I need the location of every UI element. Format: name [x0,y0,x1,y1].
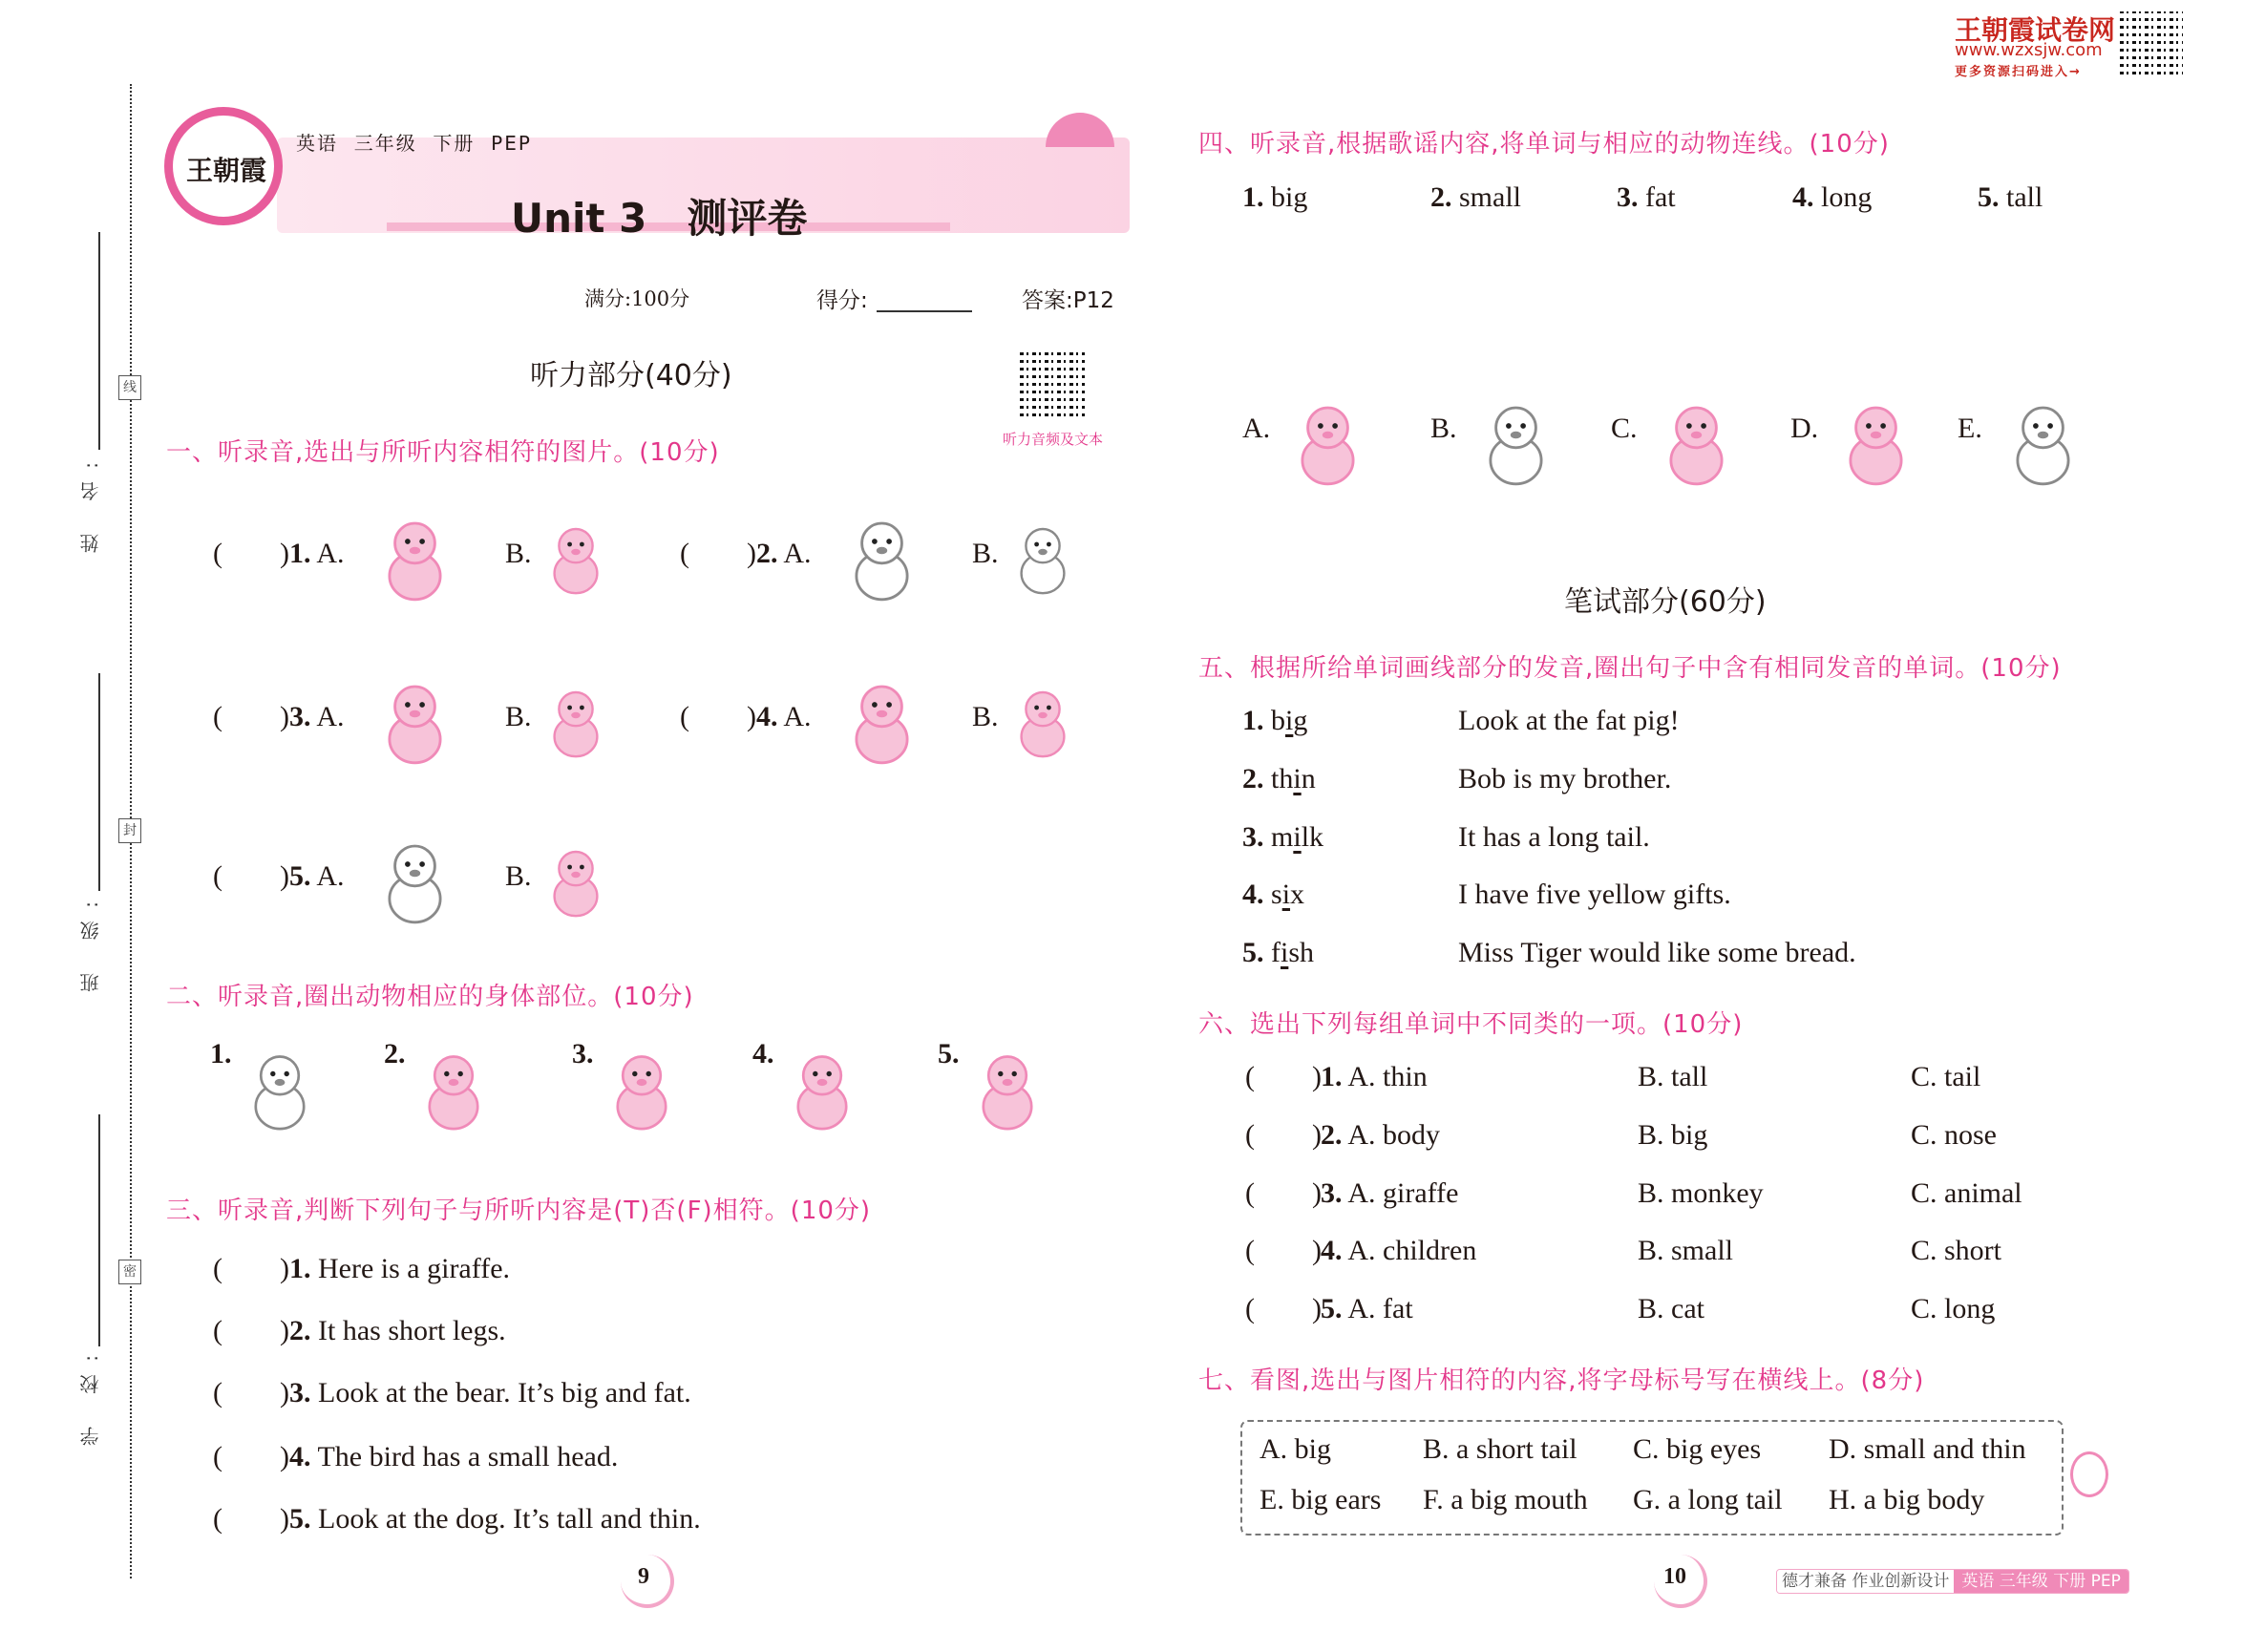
site-logo [1953,10,2191,78]
odd-one-answer-paren[interactable]: ( ) [1245,1119,1322,1151]
tf-answer-paren[interactable]: ( ) [213,1503,289,1535]
title-unit: Unit 3 [511,195,647,242]
statement: 2. It has short legs. [289,1315,506,1346]
cat-a-image [370,661,460,785]
page-number-right [1654,1555,1707,1608]
class-line [98,673,100,891]
name-label: 姓 名: [79,449,102,554]
option-a: 4. A. children [1321,1235,1477,1266]
school-line [98,1114,100,1346]
item-number: 5. [938,1038,960,1070]
seal-seal-box: 封 [118,818,141,843]
class-label: 班 级: [79,888,102,993]
audio-qr-code[interactable] [1020,349,1085,416]
description-option: F. a big mouth [1423,1484,1588,1515]
score-label: 得分: [816,288,868,313]
section5-title: 五、根据所给单词画线部分的发音,圈出句子中含有相同发音的单词。(10分) [1198,654,2062,683]
dog-face-image [1831,396,1921,492]
elephant-image [964,1036,1050,1146]
phonics-sentence: I have five yellow gifts. [1458,879,1731,910]
option-b-label: B. [505,538,532,569]
odd-one-answer-paren[interactable]: ( ) [1245,1177,1322,1209]
answer-paren[interactable]: ( ) [213,538,289,569]
phonics-sentence: It has a long tail. [1458,821,1650,853]
option-c: C. animal [1911,1177,2022,1209]
option-b: B. tall [1638,1061,1708,1092]
bird-b-image [1005,498,1081,622]
option-a: 1. A. thin [1321,1061,1428,1092]
subject-label: 英语 三年级 下册 PEP [296,132,532,155]
page-number-left [621,1555,674,1608]
qr-caption: 听力音频及文本 [1003,431,1104,448]
school-label: 学 校: [79,1342,102,1447]
rabbit-image [237,1036,323,1146]
option-b: B. cat [1638,1293,1704,1324]
bear-face-image [1651,396,1742,492]
animal-letter: B. [1430,413,1457,444]
bear-image [779,1036,865,1146]
cat-b-image [538,661,614,785]
question-number: 4. A. [756,701,812,732]
footer-series: 德才兼备 作业创新设计 [1777,1570,1954,1593]
option-b-label: B. [505,860,532,892]
option-b: B. small [1638,1235,1734,1266]
seal-line-box: 线 [118,375,141,400]
option-c: C. short [1911,1235,2002,1266]
phonics-sentence: Bob is my brother. [1458,763,1672,794]
odd-one-answer-paren[interactable]: ( ) [1245,1235,1322,1266]
item-number: 3. [572,1038,594,1070]
penguin-a-image [370,820,460,944]
description-option: C. big eyes [1633,1433,1762,1465]
cat-face-image [1998,396,2088,492]
page-number-right-text: 10 [1663,1564,1686,1589]
option-b-label: B. [505,701,532,732]
full-score: 满分:100分 [584,287,690,310]
title-cn: 测评卷 [687,195,808,242]
section2-title: 二、听录音,圈出动物相应的身体部位。(10分) [166,983,694,1011]
giraffe-a-image [836,661,927,785]
phonics-word: 2. thin [1242,763,1316,794]
tf-answer-paren[interactable]: ( ) [213,1441,289,1472]
match-word[interactable]: 5. tall [1978,181,2043,213]
listening-heading: 听力部分(40分) [530,359,732,392]
section4-title: 四、听录音,根据歌谣内容,将单词与相应的动物连线。(10分) [1198,130,1890,159]
option-b-label: B. [972,538,999,569]
section7-title: 七、看图,选出与图片相符的内容,将字母标号写在横线上。(8分) [1198,1366,1925,1395]
match-word[interactable]: 1. big [1242,181,1308,213]
phonics-sentence: Miss Tiger would like some bread. [1458,937,1856,968]
phonics-word: 3. milk [1242,821,1324,853]
option-b: B. monkey [1638,1177,1764,1209]
penguin-b-image [538,820,614,944]
score-blank[interactable] [877,310,972,312]
phonics-word: 5. fish [1242,937,1315,968]
site-logo-url: www.wzxsjw.com [1955,40,2103,60]
option-b: B. big [1638,1119,1708,1151]
phonics-word: 4. six [1242,879,1305,910]
footer-tag [1776,1569,2129,1594]
brand-logo-text: 王朝霞 [186,155,267,186]
description-option: A. big [1260,1433,1331,1465]
giraffe-b-image [1005,661,1081,785]
option-b-label: B. [972,701,999,732]
item-number: 4. [752,1038,774,1070]
animal-letter: C. [1611,413,1638,444]
option-a: 5. A. fat [1321,1293,1413,1324]
monkey-b-image [538,498,614,622]
option-a: 2. A. body [1321,1119,1441,1151]
option-c: C. nose [1911,1119,1997,1151]
section3-title: 三、听录音,判断下列句子与所听内容是(T)否(F)相符。(10分) [166,1197,872,1225]
writing-heading: 笔试部分(60分) [1564,585,1767,619]
question-number: 2. A. [756,538,812,569]
pig-face-image [1282,396,1373,492]
sun-decoration [1046,113,1114,147]
description-option: H. a big body [1829,1484,1985,1515]
answer-ref: 答案:P12 [1022,288,1114,313]
option-c: C. long [1911,1293,1996,1324]
name-line [98,232,100,450]
phonics-word: 1. big [1242,705,1308,736]
odd-one-answer-paren[interactable]: ( ) [1245,1293,1322,1324]
dog-image [411,1036,497,1146]
option-a: 3. A. giraffe [1321,1177,1459,1209]
statement: 1. Here is a giraffe. [289,1253,511,1284]
animal-letter: E. [1958,413,1982,444]
site-logo-name: 王朝霞试卷网 [1955,14,2116,46]
description-option: B. a short tail [1423,1433,1577,1465]
animal-letter: D. [1790,413,1819,444]
bird-image [599,1036,685,1146]
question-number: 1. A. [289,538,345,569]
answer-paren[interactable]: ( ) [213,701,289,732]
animal-letter: A. [1242,413,1271,444]
statement: 4. The bird has a small head. [289,1441,619,1472]
description-option: D. small and thin [1829,1433,2026,1465]
phonics-sentence: Look at the fat pig! [1458,705,1680,736]
statement: 3. Look at the bear. It’s big and fat. [289,1377,691,1408]
option-c: C. tail [1911,1061,1981,1092]
question-number: 5. A. [289,860,345,892]
cow-face-image [1471,396,1561,492]
page-number-left-text: 9 [638,1564,649,1589]
question-number: 3. A. [289,701,345,732]
tf-answer-paren[interactable]: ( ) [213,1253,289,1284]
item-number: 1. [210,1038,232,1070]
ostrich-a-image [836,498,927,622]
site-logo-slogan: 更多资源扫码进入→ [1955,65,2082,79]
site-qr-code[interactable] [2120,11,2183,74]
magnifier-decoration [2070,1451,2108,1497]
statement: 5. Look at the dog. It’s tall and thin. [289,1503,701,1535]
monkey-a-image [370,498,460,622]
section1-title: 一、听录音,选出与所听内容相符的图片。(10分) [166,438,720,467]
description-option: G. a long tail [1633,1484,1783,1515]
match-word[interactable]: 2. small [1430,181,1521,213]
match-word[interactable]: 3. fat [1617,181,1676,213]
footer-edition: 英语 三年级 下册 PEP [1954,1570,2128,1593]
item-number: 2. [384,1038,406,1070]
match-word[interactable]: 4. long [1792,181,1873,213]
page-title [511,187,807,244]
brand-logo [164,107,283,225]
odd-one-answer-paren[interactable]: ( ) [1245,1061,1322,1092]
answer-paren[interactable]: ( ) [213,860,289,892]
seal-secret-box: 密 [118,1260,141,1284]
tf-answer-paren[interactable]: ( ) [213,1315,289,1346]
answer-paren[interactable]: ( ) [680,701,756,732]
answer-paren[interactable]: ( ) [680,538,756,569]
description-option: E. big ears [1260,1484,1382,1515]
tf-answer-paren[interactable]: ( ) [213,1377,289,1408]
section6-title: 六、选出下列每组单词中不同类的一项。(10分) [1198,1010,1744,1039]
